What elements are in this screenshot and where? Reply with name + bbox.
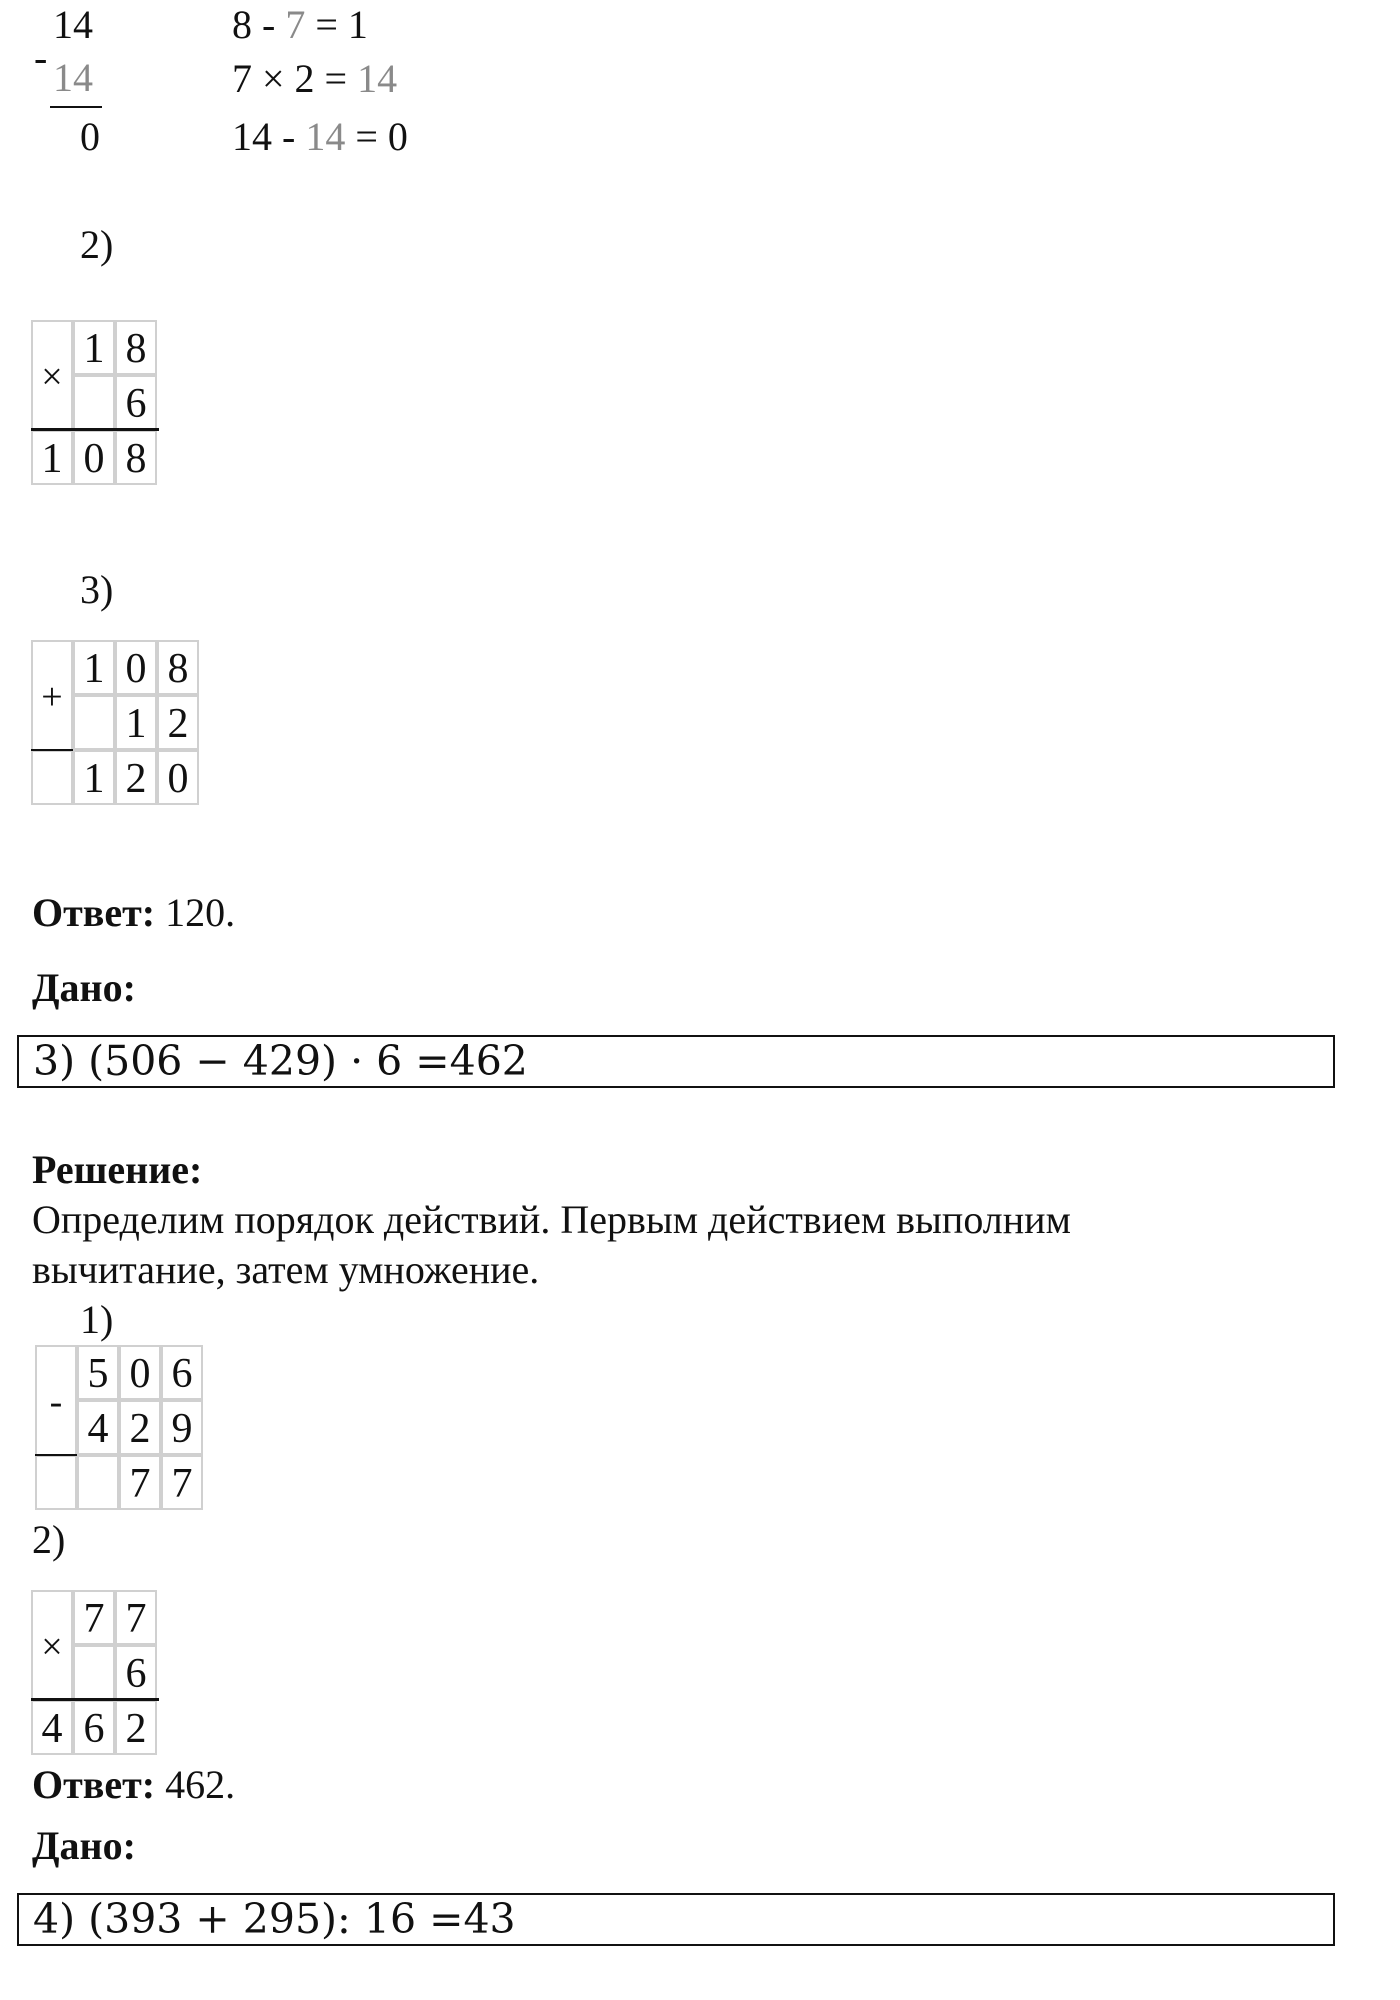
digit-cell: 0 bbox=[157, 750, 199, 805]
digit-cell: 7 bbox=[115, 1590, 157, 1645]
digit-cell: 1 bbox=[73, 640, 115, 695]
step-label: 3) bbox=[80, 567, 114, 612]
digit-cell: 6 bbox=[73, 1700, 115, 1755]
digit-cell bbox=[73, 695, 115, 750]
result-rule bbox=[31, 428, 159, 431]
step-label: 1) bbox=[80, 1297, 114, 1342]
plus-sign: + bbox=[31, 640, 73, 750]
digit-cell: 7 bbox=[119, 1455, 161, 1510]
digit-cell: 0 bbox=[73, 430, 115, 485]
digit-cell: 1 bbox=[31, 430, 73, 485]
division-result: 0 bbox=[80, 114, 100, 159]
empty-cell bbox=[35, 1455, 77, 1510]
digit-cell bbox=[73, 375, 115, 430]
digit-cell: 4 bbox=[31, 1700, 73, 1755]
digit-cell: 7 bbox=[73, 1590, 115, 1645]
digit-cell: 0 bbox=[115, 640, 157, 695]
check-line-2: 7 × 2 = 14 bbox=[232, 56, 398, 101]
digit-cell: 2 bbox=[115, 1700, 157, 1755]
division-minuend: 14 bbox=[53, 2, 93, 47]
digit-cell: 2 bbox=[157, 695, 199, 750]
digit-cell: 1 bbox=[73, 750, 115, 805]
digit-cell: 6 bbox=[115, 1645, 157, 1700]
given-expression-box: 3) (506 − 429) · 6 =462 bbox=[17, 1035, 1335, 1088]
digit-cell: 2 bbox=[119, 1400, 161, 1455]
division-minus-sign: - bbox=[34, 35, 48, 80]
check-line-1: 8 - 7 = 1 bbox=[232, 2, 368, 47]
digit-cell: 8 bbox=[115, 320, 157, 375]
given-expression-box: 4) (393 + 295): 16 =43 bbox=[17, 1893, 1335, 1946]
result-rule bbox=[31, 1698, 159, 1701]
digit-cell: 1 bbox=[73, 320, 115, 375]
digit-cell: 8 bbox=[157, 640, 199, 695]
answer-line: Ответ: 462. bbox=[32, 1762, 236, 1807]
division-subtrahend: 14 bbox=[53, 55, 93, 100]
solution-text-line-2: вычитание, затем умножение. bbox=[32, 1247, 540, 1292]
digit-cell: 5 bbox=[77, 1345, 119, 1400]
given-heading: Дано: bbox=[32, 1823, 136, 1868]
digit-cell bbox=[77, 1455, 119, 1510]
digit-cell: 1 bbox=[115, 695, 157, 750]
digit-cell: 8 bbox=[115, 430, 157, 485]
check-line-3: 14 - 14 = 0 bbox=[232, 114, 408, 159]
digit-cell: 2 bbox=[115, 750, 157, 805]
multiply-sign: × bbox=[31, 320, 73, 430]
digit-cell: 7 bbox=[161, 1455, 203, 1510]
digit-cell: 6 bbox=[115, 375, 157, 430]
given-heading: Дано: bbox=[32, 965, 136, 1010]
empty-cell bbox=[31, 750, 73, 805]
step-label: 2) bbox=[80, 222, 114, 267]
digit-cell: 6 bbox=[161, 1345, 203, 1400]
multiply-sign: × bbox=[31, 1590, 73, 1700]
division-rule bbox=[50, 106, 102, 108]
solution-heading: Решение: bbox=[32, 1147, 203, 1192]
digit-cell: 9 bbox=[161, 1400, 203, 1455]
digit-cell bbox=[73, 1645, 115, 1700]
answer-line: Ответ: 120. bbox=[32, 890, 236, 935]
solution-text-line-1: Определим порядок действий. Первым действием выполним bbox=[32, 1197, 1071, 1242]
result-rule bbox=[31, 749, 73, 751]
digit-cell: 4 bbox=[77, 1400, 119, 1455]
digit-cell: 0 bbox=[119, 1345, 161, 1400]
step-label: 2) bbox=[32, 1517, 66, 1562]
minus-sign: - bbox=[35, 1345, 77, 1455]
result-rule bbox=[35, 1454, 77, 1456]
